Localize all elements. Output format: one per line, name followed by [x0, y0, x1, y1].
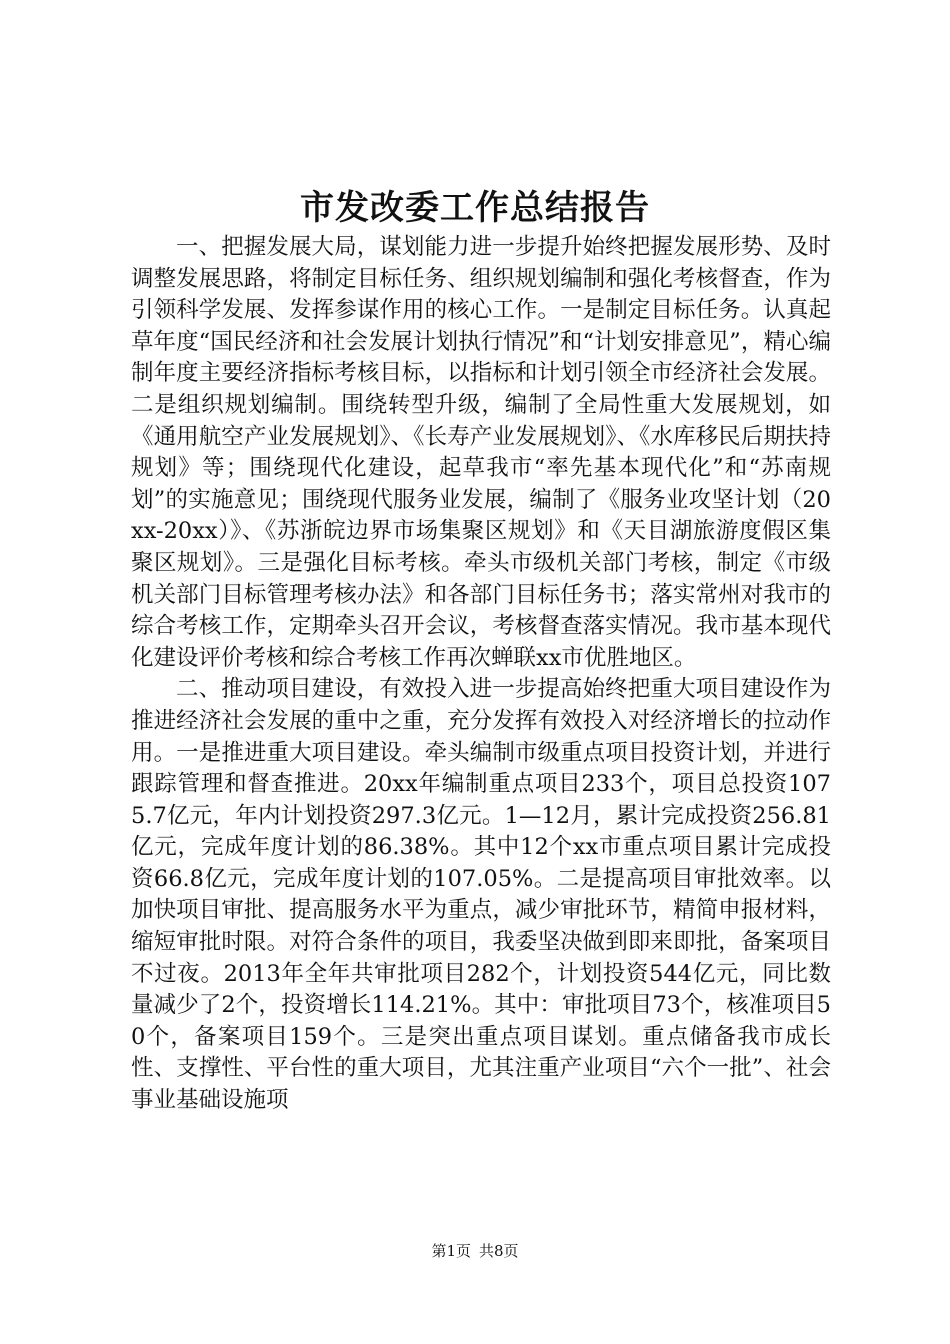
page-footer [0, 1240, 950, 1262]
page-number: 第1页 [431, 1242, 471, 1260]
paragraph-2: 二、推动项目建设，有效投入进一步提高始终把重大项目建设作为推进经济社会发展的重中之重，充分发挥有效投入对经济增长的拉动作用。一是推进重大项目建设。牵头编制市级重点项目投资计划，并进行跟踪管理和督查推进。20xx年编制重点项目233个，项目总投资1075.7亿元，年内计划投资297.3亿元。1—12月，累计完成投资256.81亿元，完成年度计划的86.38%。其中12个xx市重点项目累计完成投资66.8亿元，完成年度计划的107.05%。二是提高项目审批效率。以加快项目审批、提高服务水平为重点，减少审批环节，精简申报材料，缩短审批时限。对符合条件的项目，我委坚决做到即来即批，备案项目不过夜。2013年全年共审批项目282个，计划投资544亿元，同比数量减少了2个，投资增长114.21%。其中：审批项目73个，核准项目50个，备案项目159个。三是突出重点项目谋划。重点储备我市成长性、支撑性、平台性的重大项目，尤其注重产业项目“六个一批”、社会事业基础设施项 [131, 676, 831, 1114]
page-total: 共8页 [479, 1242, 519, 1260]
paragraph-1: 一、把握发展大局，谋划能力进一步提升始终把握发展形势、及时调整发展思路，将制定目标任务、组织规划编制和强化考核督查，作为引领科学发展、发挥参谋作用的核心工作。一是制定目标任务。认真起草年度“国民经济和社会发展计划执行情况”和“计划安排意见”，精心编制年度主要经济指标考核目标，以指标和计划引领全市经济社会发展。二是组织规划编制。围绕转型升级，编制了全局性重大发展规划，如《通用航空产业发展规划》、《长寿产业发展规划》、《水库移民后期扶持规划》等；围绕现代化建设，起草我市“率先基本现代化”和“苏南规划”的实施意见；围绕现代服务业发展，编制了《服务业攻坚计划（20xx-20xx）》、《苏浙皖边界市场集聚区规划》和《天目湖旅游度假区集聚区规划》。三是强化目标考核。牵头市级机关部门考核，制定《市级机关部门目标管理考核办法》和各部门目标任务书；落实常州对我市的综合考核工作，定期牵头召开会议，考核督查落实情况。我市基本现代化建设评价考核和综合考核工作再次蝉联xx市优胜地区。 [131, 234, 831, 671]
document-title: 市发改委工作总结报告 [300, 188, 650, 228]
document-body [131, 232, 831, 1117]
